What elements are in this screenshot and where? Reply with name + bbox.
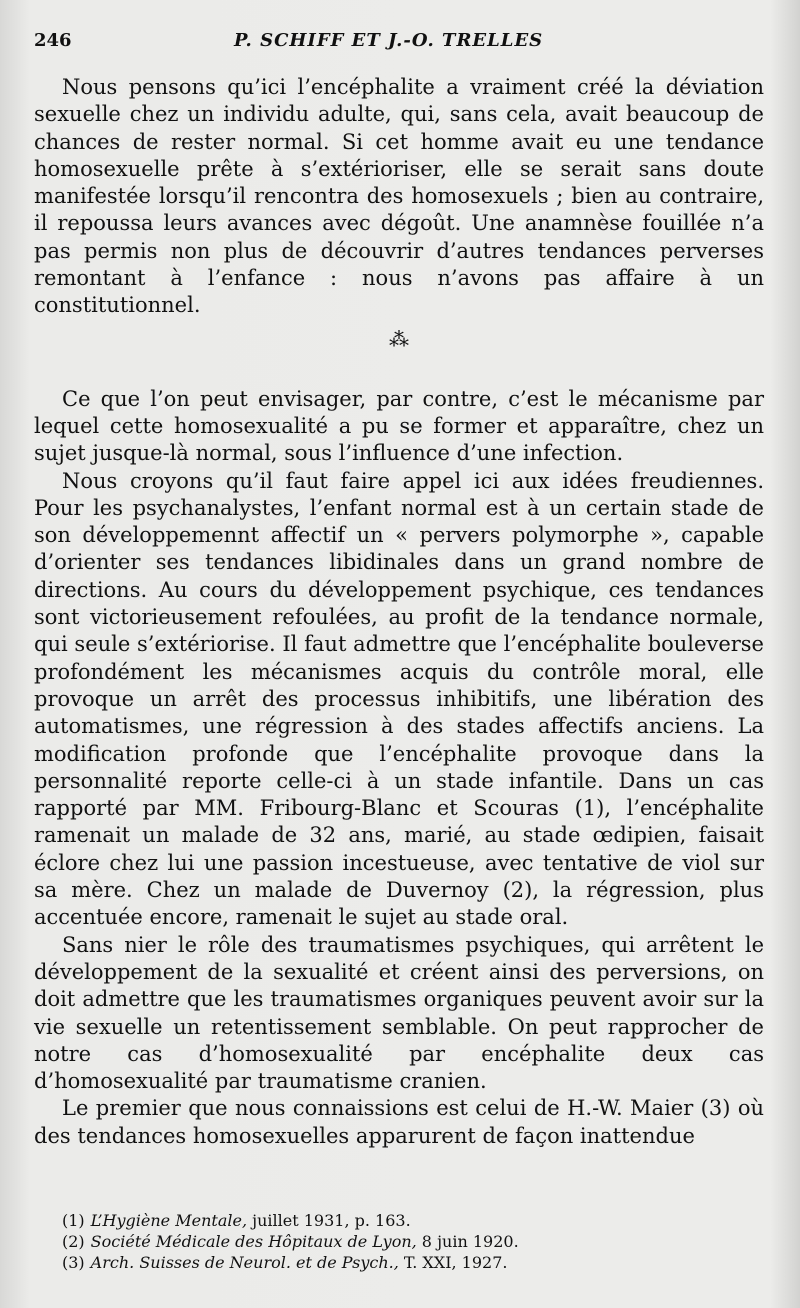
footnotes [62, 1210, 762, 1273]
paragraph: Le premier que nous connaissions est celui de H.-W. Maier (3) où des tendances homosexuelles apparurent de façon inattendue [34, 1096, 764, 1148]
footnote-1 [62, 1210, 762, 1231]
page-number: 246 [34, 30, 72, 51]
footnote-source: Arch. Suisses de Neurol. et de Psych., [90, 1253, 399, 1272]
footnote-number: (2) [62, 1232, 85, 1251]
running-head: P. SCHIFF ET J.-O. TRELLES [234, 30, 544, 51]
footnote-3 [62, 1252, 762, 1273]
footnote-2 [62, 1231, 762, 1252]
body-text [34, 74, 764, 1150]
paragraph: Nous pensons qu’ici l’encéphalite a vraiment créé la déviation sexuelle chez un individu adulte, qui, sans cela, avait beaucoup de chances de rester normal. Si cet homme avait eu une tendance homosexuelle prête à s’extérioriser, elle se serait sans doute manifestée lorsqu’il rencontra des homosexuels ; bien au contraire, il repoussa leurs avances avec dégoût. Une anamnèse fouillée n’a pas permis non plus de découvrir d’autres tendances perverses remontant à l’enfance : nous n’avons pas affaire à un constitutionnel. [34, 75, 764, 318]
footnote-source: L’Hygiène Mentale, [90, 1211, 248, 1230]
footnote-details: juillet 1931, p. 163. [247, 1211, 411, 1230]
paragraph: Nous croyons qu’il faut faire appel ici aux idées freudiennes. Pour les psychanalystes, l’enfant normal est à un certain stade de son développemennt affectif un « pervers polymorphe », capable d’orienter ses tendances libidinales dans un grand nombre de directions. Au cours du développement psychique, ces tendances sont victorieusement refoulées, au profit de la tendance normale, qui seule s’extériorise. Il faut admettre que l’encéphalite bouleverse profondément les mécanismes acquis du contrôle moral, elle provoque un arrêt des processus inhibitifs, une libération des automatismes, une régression à des stades affectifs anciens. La modification profonde que l’encéphalite provoque dans la personnalité reporte celle-ci à un stade infantile. Dans un cas rapporté par MM. Fribourg-Blanc et Scouras (1), l’encéphalite ramenait un malade de 32 ans, marié, au stade œdipien, faisait éclore chez lui une passion incestueuse, avec tentative de viol sur sa mère. Chez un malade de Duvernoy (2), la régression, plus accentuée encore, ramenait le sujet au stade oral. [34, 468, 764, 930]
paragraph: Sans nier le rôle des traumatismes psychiques, qui arrêtent le développement de la sexualité et créent ainsi des perversions, on doit admettre que les traumatismes organiques peuvent avoir sur la vie sexuelle un retentissement semblable. On peut rapprocher de notre cas d’homosexualité par encéphalite deux cas d’homosexualité par traumatisme cranien. [34, 932, 764, 1094]
footnote-source: Société Médicale des Hôpitaux de Lyon, [90, 1232, 417, 1251]
section-separator: ⁂ [389, 326, 409, 351]
footnote-details: T. XXI, 1927. [398, 1253, 508, 1272]
page-header [34, 30, 774, 60]
paragraph: Ce que l’on peut envisager, par contre, c’est le mécanisme par lequel cette homosexualité a pu se former et apparaître, chez un sujet jusque-là normal, sous l’influence d’une infection. [34, 386, 764, 466]
footnote-number: (3) [62, 1253, 85, 1272]
footnote-number: (1) [62, 1211, 85, 1230]
footnote-details: 8 juin 1920. [416, 1232, 519, 1251]
